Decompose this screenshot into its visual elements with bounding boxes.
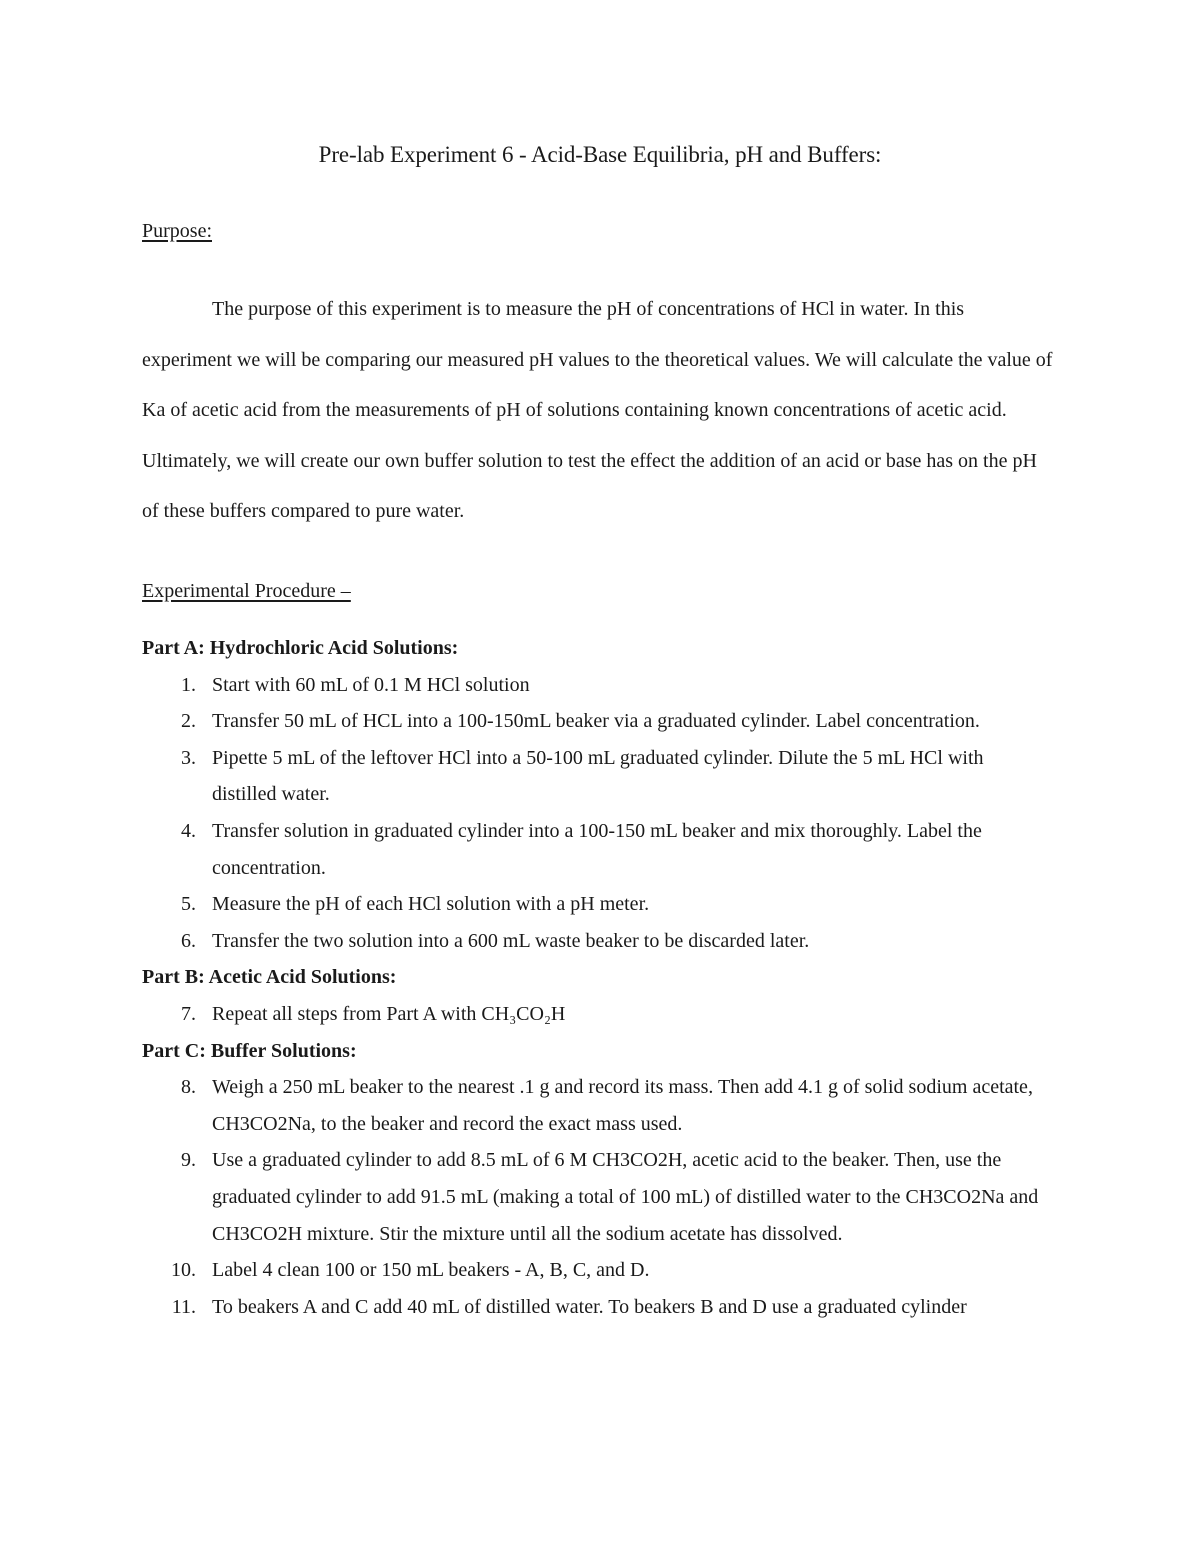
step-text: Transfer the two solution into a 600 mL waste beaker to be discarded later.: [212, 929, 810, 952]
step-number: 10.: [171, 1259, 196, 1282]
step-text: Use a graduated cylinder to add 8.5 mL of 6 M CH3CO2H, acetic acid to the beaker. Then, use the graduated cylinder to add 91.5 mL (making a total of 100 mL) of distilled water to the CH3CO2Na and CH3CO2H mixture. Stir the mixture until all the sodium acetate has dissolved.: [212, 1149, 1039, 1245]
part-b-heading: Part B: Acetic Acid Solutions:: [142, 966, 397, 989]
part-a: [142, 630, 1072, 959]
procedure-section: [142, 630, 1072, 1325]
step-item: [142, 886, 1072, 923]
step-item: [142, 996, 1072, 1033]
step-number: 2.: [181, 710, 196, 733]
part-b-steps: [142, 996, 1072, 1033]
step-number: 4.: [181, 819, 196, 842]
part-a-heading: Part A: Hydrochloric Acid Solutions:: [142, 637, 459, 659]
step-number: 6.: [181, 929, 196, 952]
step-text: To beakers A and C add 40 mL of distilled water. To beakers B and D use a graduated cylinder: [212, 1295, 967, 1318]
part-b: [142, 959, 1072, 1032]
step-item: [142, 1289, 1072, 1326]
step-text: Transfer solution in graduated cylinder into a 100-150 mL beaker and mix thoroughly. Label the concentration.: [212, 819, 982, 879]
step-text: Transfer 50 mL of HCL into a 100-150mL beaker via a graduated cylinder. Label concentration.: [212, 710, 980, 733]
purpose-heading: Purpose:: [142, 220, 212, 242]
part-c-steps: [142, 1069, 1072, 1325]
step-number: 3.: [181, 746, 196, 769]
step-text: Label 4 clean 100 or 150 mL beakers - A, B, C, and D.: [212, 1259, 650, 1282]
step-item: [142, 740, 1072, 813]
part-c: [142, 1033, 1072, 1326]
step-number: 1.: [181, 673, 196, 696]
step-item: [142, 1069, 1072, 1142]
step-item: [142, 1252, 1072, 1289]
step-text: Pipette 5 mL of the leftover HCl into a 50-100 mL graduated cylinder. Dilute the 5 mL HCl with distilled water.: [212, 746, 984, 806]
step-item: [142, 667, 1072, 704]
step-item: [142, 923, 1072, 960]
document-title: Pre-lab Experiment 6 - Acid-Base Equilibria, pH and Buffers:: [318, 142, 882, 167]
part-c-heading: Part C: Buffer Solutions:: [142, 1039, 357, 1062]
step-number: 11.: [171, 1295, 196, 1318]
step-item: [142, 1142, 1072, 1252]
procedure-heading: Experimental Procedure –: [142, 580, 351, 602]
step-number: 7.: [181, 1002, 196, 1025]
step-item: [142, 813, 1072, 886]
purpose-paragraph: The purpose of this experiment is to measure the pH of concentrations of HCl in water. In this experiment we will be comparing our measured pH values to the theoretical values. We will calculate the value of Ka of acetic acid from the measurements of pH of solutions containing known concentrations of acetic acid. Ultimately, we will create our own buffer solution to test the effect the addition of an acid or base has on the pH of these buffers compared to pure water.: [142, 298, 1053, 522]
step-number: 9.: [181, 1149, 196, 1172]
step-text: Repeat all steps from Part A with CH₃CO₂H: [212, 1002, 566, 1025]
step-text: Start with 60 mL of 0.1 M HCl solution: [212, 673, 530, 696]
step-item: [142, 703, 1072, 740]
part-a-steps: [142, 667, 1072, 960]
step-text: Weigh a 250 mL beaker to the nearest .1 g and record its mass. Then add 4.1 g of solid sodium acetate, CH3CO2Na, to the beaker and record the exact mass used.: [212, 1076, 1033, 1135]
step-text: Measure the pH of each HCl solution with a pH meter.: [212, 893, 650, 916]
step-number: 5.: [181, 893, 196, 916]
step-number: 8.: [181, 1076, 196, 1099]
